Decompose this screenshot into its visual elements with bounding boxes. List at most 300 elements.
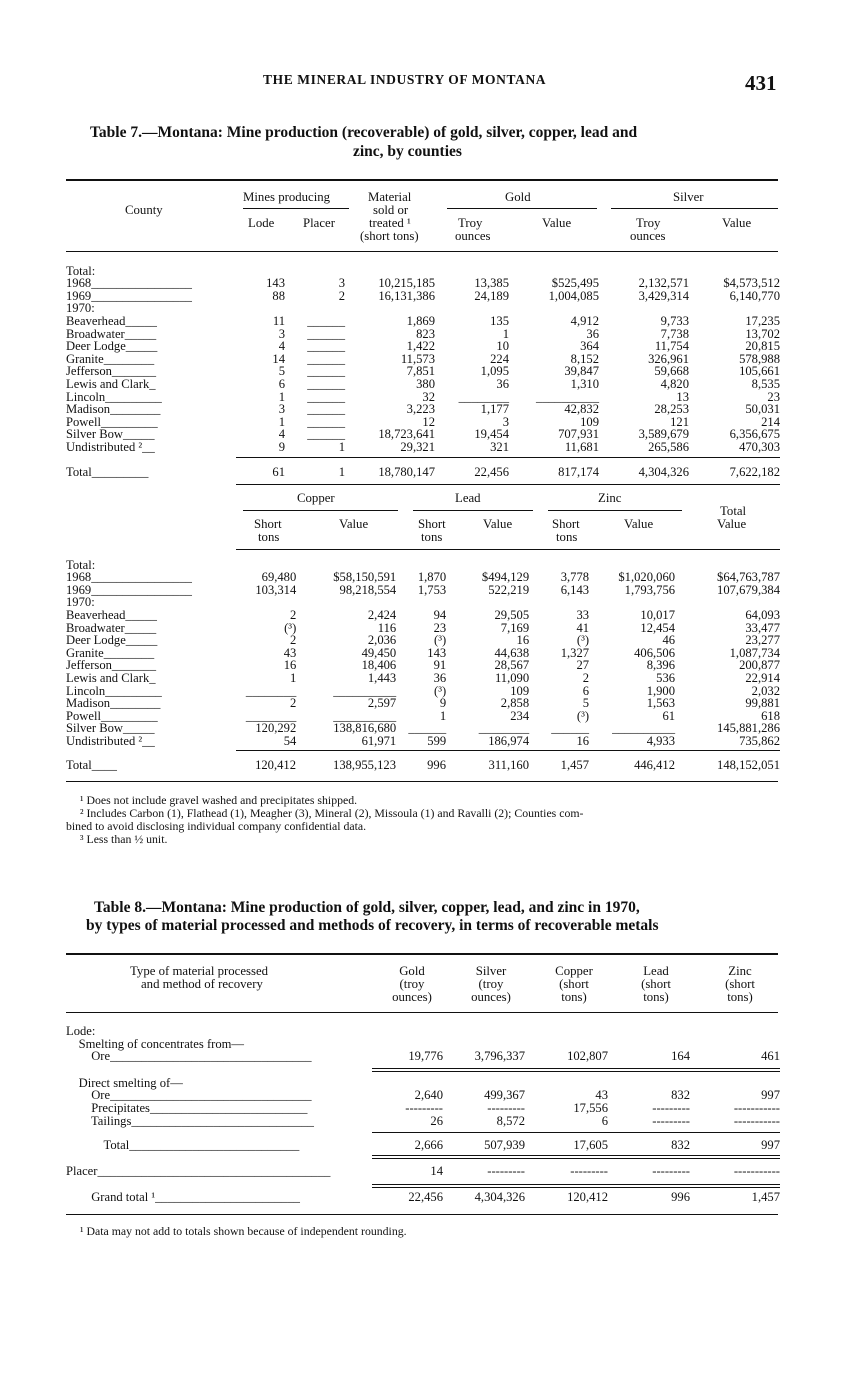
cell-value: 4,304,326 — [474, 1190, 525, 1204]
cell-value: __________ — [333, 708, 397, 723]
row-label: Undistributed ²__ — [66, 733, 155, 748]
t7-lead-short: Short — [418, 517, 446, 531]
cell-value: 7,169 — [500, 620, 530, 635]
cell-value: --------- — [652, 1164, 690, 1178]
t7-lead-tons: tons — [421, 530, 443, 544]
cell-value: 107,679,384 — [717, 582, 780, 597]
t8-header-bottom-rule — [66, 1012, 778, 1013]
cell-value: ______ — [551, 721, 590, 736]
t7-part2-header-rule — [236, 549, 780, 550]
cell-value: 2 — [289, 633, 297, 648]
table-row — [66, 634, 780, 647]
cell-value: 61 — [662, 708, 676, 723]
cell-value: 41 — [576, 620, 590, 635]
cell-value: 49,450 — [361, 645, 397, 660]
cell-value: 2,424 — [367, 607, 397, 622]
row-label: Precipitates_________________________ — [66, 1101, 308, 1115]
cell-value: 16 — [516, 633, 530, 648]
cell-value: 7,738 — [660, 326, 689, 341]
cell-value: 18,406 — [361, 658, 397, 673]
cell-value: 143 — [266, 276, 285, 291]
row-label: Powell_________ — [66, 708, 158, 723]
cell-value: 24,189 — [474, 288, 509, 303]
t8-col-type1: Type of material processed — [130, 964, 269, 978]
cell-value: 43 — [595, 1088, 608, 1102]
cell-value: 148,152,051 — [717, 758, 780, 772]
row-label: Tailings_____________________________ — [66, 1114, 314, 1128]
cell-value: 138,955,123 — [333, 758, 396, 772]
row-label: Total: — [66, 263, 96, 278]
t7-silver-troy: Troy — [636, 216, 661, 230]
cell-value: ______ — [408, 721, 447, 736]
table-row — [66, 314, 780, 327]
cell-value: --------- — [487, 1101, 525, 1115]
t7-col-material: Material — [368, 190, 412, 204]
cell-value: ----------- — [733, 1164, 780, 1178]
t7-footnote1: ¹ Does not include gravel washed and precipitates shipped. — [80, 793, 358, 807]
row-label: 1968________________ — [66, 570, 192, 585]
row-label: Deer Lodge_____ — [66, 339, 158, 354]
cell-value: 321 — [490, 439, 509, 454]
cell-value: 380 — [416, 376, 435, 391]
cell-value: 2,597 — [367, 696, 397, 711]
cell-value: 143 — [427, 645, 447, 660]
cell-value: 461 — [761, 1049, 780, 1063]
cell-value: 5 — [582, 696, 590, 711]
table7-title-line2: zinc, by counties — [353, 143, 462, 160]
table-row — [66, 608, 780, 621]
t7-col-silver: Silver — [673, 190, 704, 204]
cell-value: 22,456 — [408, 1190, 443, 1204]
cell-value: 3,589,679 — [638, 427, 689, 442]
row-label: Total: — [66, 557, 96, 572]
cell-value: 4,912 — [570, 313, 599, 328]
t8-rule-c — [372, 1132, 780, 1133]
t7-col-total-value: Value — [717, 517, 747, 531]
cell-value: 36 — [433, 670, 447, 685]
t7-copper-rule — [243, 510, 398, 511]
cell-value: 1,900 — [646, 683, 676, 698]
cell-value: 817,174 — [558, 465, 599, 479]
t7-copper-value: Value — [339, 517, 369, 531]
cell-value: 7,851 — [406, 364, 435, 379]
t7-col-zinc: Zinc — [598, 491, 622, 505]
cell-value: 18,780,147 — [378, 465, 435, 479]
row-label: 1969________________ — [66, 288, 192, 303]
cell-value: 43 — [283, 645, 297, 660]
table-row — [66, 264, 780, 277]
cell-value: 91 — [433, 658, 447, 673]
cell-value: 19,454 — [474, 427, 509, 442]
cell-value: 61,971 — [361, 733, 397, 748]
table-row — [66, 571, 780, 584]
cell-value: 200,877 — [739, 658, 780, 673]
cell-value: ----------- — [733, 1101, 780, 1115]
table-row — [66, 277, 780, 290]
cell-value: 618 — [761, 708, 780, 723]
cell-value: 8,396 — [646, 658, 676, 673]
row-label: Smelting of concentrates from— — [66, 1037, 245, 1051]
cell-value: 186,974 — [488, 733, 530, 748]
cell-value: (³) — [284, 620, 297, 635]
cell-value: 13,702 — [745, 326, 780, 341]
cell-value: 406,506 — [634, 645, 676, 660]
cell-value: 1,457 — [560, 758, 589, 772]
cell-value: ______ — [307, 389, 345, 404]
cell-value: ______ — [307, 351, 345, 366]
cell-value: 1,177 — [480, 402, 509, 417]
cell-value — [689, 302, 780, 315]
cell-value: --------- — [570, 1164, 608, 1178]
cell-value: 120,412 — [255, 758, 296, 772]
cell-value — [589, 596, 675, 609]
t7-mines-rule — [243, 208, 349, 209]
t7-col-mines: Mines producing — [243, 190, 331, 204]
t7-zinc-rule — [548, 510, 682, 511]
t7-col-material3: treated ¹ — [369, 216, 411, 230]
cell-value: 23 — [767, 389, 780, 404]
cell-value: 522,219 — [488, 582, 530, 597]
row-label: Lewis and Clark_ — [66, 376, 156, 391]
cell-value: 120,292 — [255, 721, 297, 736]
table-row — [66, 709, 780, 722]
cell-value: 23 — [433, 620, 447, 635]
table-row — [66, 759, 780, 771]
cell-value: 59,668 — [654, 364, 689, 379]
cell-value: 997 — [761, 1138, 780, 1152]
t7-footnote2b: bined to avoid disclosing individual company confidential data. — [66, 819, 367, 833]
row-label: Broadwater_____ — [66, 326, 157, 341]
cell-value: 9 — [278, 439, 285, 454]
cell-value: 2,640 — [414, 1088, 443, 1102]
cell-value: 2 — [582, 670, 590, 685]
t7-silver-ounces: ounces — [630, 229, 666, 243]
cell-value: 33 — [576, 607, 590, 622]
cell-value: __________ — [333, 683, 397, 698]
cell-value: 3,778 — [560, 570, 590, 585]
cell-value: 2,132,571 — [638, 276, 689, 291]
cell-value — [675, 558, 780, 571]
cell-value: 11 — [272, 313, 285, 328]
cell-value: 2,032 — [751, 683, 780, 698]
t7-col-copper: Copper — [297, 491, 335, 505]
cell-value: 44,638 — [494, 645, 530, 660]
t8-col-copper: Copper (short tons) — [555, 964, 593, 1004]
cell-value: ______ — [307, 402, 345, 417]
cell-value: 16 — [283, 658, 297, 673]
table-row — [66, 466, 780, 478]
cell-value: (³) — [576, 633, 590, 648]
row-label: Direct smelting of— — [66, 1076, 183, 1090]
cell-value: 578,988 — [739, 351, 780, 366]
cell-value: 326,961 — [648, 351, 689, 366]
table-row — [66, 621, 780, 634]
cell-value: ______ — [307, 339, 345, 354]
t7-lead-rule — [413, 510, 533, 511]
cell-value: 120,412 — [567, 1190, 608, 1204]
cell-value: 27 — [576, 658, 590, 673]
table-row — [66, 722, 780, 735]
cell-value — [345, 264, 435, 277]
cell-value: 28,253 — [654, 402, 689, 417]
cell-value: 9 — [439, 696, 447, 711]
cell-value: $494,129 — [481, 570, 530, 585]
row-label: 1970: — [66, 301, 95, 316]
cell-value: ________ — [245, 683, 297, 698]
cell-value: 121 — [670, 414, 689, 429]
cell-value: 3,429,314 — [638, 288, 689, 303]
table-row — [66, 697, 780, 710]
cell-value: 26 — [430, 1114, 443, 1128]
cell-value: 19,776 — [408, 1049, 443, 1063]
t8-bottom-rule — [66, 1214, 778, 1215]
cell-value: 446,412 — [634, 758, 675, 772]
t8-rule-a — [372, 1068, 780, 1069]
cell-value: ______ — [307, 326, 345, 341]
cell-value: 39,847 — [564, 364, 599, 379]
cell-value: 11,573 — [400, 351, 435, 366]
cell-value: 1,310 — [570, 376, 599, 391]
table-row — [0, 1115, 857, 1128]
t7-part1-total-rule — [236, 457, 780, 458]
table-row — [66, 289, 780, 302]
table7-title-line1: Table 7.—Montana: Mine production (recoverable) of gold, silver, copper, lead and — [90, 124, 638, 141]
cell-value — [246, 558, 296, 571]
row-label: Placer_____________________________________ — [66, 1164, 331, 1178]
cell-value: 103,314 — [255, 582, 297, 597]
cell-value: 832 — [671, 1138, 690, 1152]
cell-value: 12,454 — [640, 620, 676, 635]
cell-value: 2 — [338, 288, 345, 303]
cell-value: 6 — [601, 1114, 608, 1128]
table-row — [66, 646, 780, 659]
t7-header-bottom-rule — [66, 251, 778, 252]
cell-value: 599 — [427, 733, 447, 748]
cell-value: 234 — [510, 708, 530, 723]
t7-lead-value: Value — [483, 517, 513, 531]
row-label: Madison________ — [66, 402, 161, 417]
cell-value: 4 — [278, 339, 285, 354]
cell-value: 64,093 — [745, 607, 780, 622]
cell-value: __________ — [612, 721, 676, 736]
t7-bottom-rule — [66, 781, 778, 782]
cell-value: --------- — [652, 1101, 690, 1115]
cell-value: 1,327 — [560, 645, 590, 660]
cell-value: 6,356,675 — [729, 427, 780, 442]
cell-value: 4,933 — [646, 733, 676, 748]
cell-value: 1,457 — [751, 1190, 780, 1204]
t7-gold-ounces: ounces — [455, 229, 491, 243]
t8-rule-d — [372, 1155, 780, 1156]
cell-value — [529, 558, 589, 571]
cell-value: 29,321 — [400, 439, 435, 454]
cell-value: 22,456 — [474, 465, 509, 479]
cell-value: ______ — [307, 376, 345, 391]
cell-value: 14 — [272, 351, 285, 366]
cell-value: 2 — [289, 696, 297, 711]
cell-value: 364 — [580, 339, 599, 354]
t7-gold-troy: Troy — [458, 216, 483, 230]
cell-value — [509, 264, 599, 277]
table-row — [66, 302, 780, 315]
cell-value: (³) — [576, 708, 590, 723]
cell-value — [246, 264, 285, 277]
cell-value: 105,661 — [739, 364, 780, 379]
cell-value: 224 — [490, 351, 509, 366]
cell-value: --------- — [652, 1114, 690, 1128]
cell-value: 6,140,770 — [729, 288, 780, 303]
cell-value — [296, 558, 396, 571]
table-row — [66, 684, 780, 697]
cell-value: 102,807 — [567, 1049, 608, 1063]
t7-col-material4: (short tons) — [360, 229, 419, 243]
table-row — [66, 340, 780, 353]
t8-col-zinc: Zinc (short tons) — [725, 964, 755, 1004]
t7-zinc-value: Value — [624, 517, 654, 531]
row-label: Granite________ — [66, 351, 155, 366]
cell-value — [345, 302, 435, 315]
row-label: Lincoln_________ — [66, 389, 162, 404]
t8-rule-e — [372, 1158, 780, 1159]
cell-value: 3 — [502, 414, 509, 429]
cell-value: 50,031 — [745, 402, 780, 417]
table8-title-line1: Table 8.—Montana: Mine production of gold, silver, copper, lead, and zinc in 1970, — [94, 899, 640, 916]
cell-value: 1 — [338, 439, 345, 454]
t7-gold-rule — [447, 208, 597, 209]
t7-col-placer: Placer — [303, 216, 335, 230]
cell-value — [396, 596, 446, 609]
table-row — [0, 1191, 857, 1204]
cell-value: 22,914 — [745, 670, 780, 685]
cell-value: 1,443 — [367, 670, 397, 685]
table-row — [66, 428, 780, 441]
cell-value: 823 — [416, 326, 435, 341]
t7-zinc-short: Short — [552, 517, 580, 531]
cell-value: 98,218,554 — [339, 582, 397, 597]
cell-value: 28,567 — [494, 658, 530, 673]
row-label: Beaverhead_____ — [66, 607, 157, 622]
cell-value: 7,622,182 — [729, 465, 780, 479]
cell-value: 10,215,185 — [378, 276, 435, 291]
cell-value — [529, 596, 589, 609]
cell-value: 6 — [278, 376, 285, 391]
t7-col-county: County — [125, 203, 163, 217]
table-row — [66, 671, 780, 684]
t7-col-material2: sold or — [373, 203, 409, 217]
cell-value: $4,573,512 — [723, 276, 780, 291]
t8-footnote: ¹ Data may not add to totals shown because of independent rounding. — [80, 1224, 407, 1238]
cell-value: 3 — [278, 326, 285, 341]
row-label: Beaverhead_____ — [66, 313, 157, 328]
cell-value: 116 — [377, 620, 397, 635]
row-label: Total____ — [66, 758, 117, 772]
cell-value: 1 — [439, 708, 447, 723]
t7-gold-value: Value — [542, 216, 572, 230]
cell-value: 707,931 — [558, 427, 599, 442]
cell-value: 138,816,680 — [333, 721, 397, 736]
t7-zinc-tons: tons — [556, 530, 578, 544]
t8-col-gold: Gold (troy ounces) — [392, 964, 432, 1004]
row-label: Total_________ — [66, 465, 149, 479]
table8-title-line2: by types of material processed and methods of recovery, in terms of recoverable metals — [86, 917, 659, 934]
cell-value: 3,796,337 — [474, 1049, 525, 1063]
cell-value: 265,586 — [648, 439, 689, 454]
cell-value: 1,869 — [406, 313, 435, 328]
row-label: Lincoln_________ — [66, 683, 162, 698]
t7-copper-tons: tons — [258, 530, 280, 544]
cell-value: 46 — [662, 633, 676, 648]
cell-value — [599, 264, 689, 277]
table-row — [0, 1165, 857, 1178]
cell-value: 1 — [338, 465, 345, 479]
cell-value: 996 — [427, 758, 446, 772]
cell-value: 10,017 — [640, 607, 676, 622]
table8-top-rule — [66, 953, 778, 955]
table-row — [66, 440, 780, 453]
t7-silver-value: Value — [722, 216, 752, 230]
cell-value: --------- — [405, 1101, 443, 1115]
cell-value: 32 — [422, 389, 435, 404]
cell-value: 1,004,085 — [548, 288, 599, 303]
cell-value: 42,832 — [564, 402, 599, 417]
cell-value — [675, 596, 780, 609]
row-label: 1969________________ — [66, 582, 192, 597]
cell-value: 1,095 — [480, 364, 509, 379]
cell-value: ________ — [478, 721, 530, 736]
row-label: 1968________________ — [66, 276, 192, 291]
cell-value: 1 — [278, 389, 285, 404]
row-label: Total___________________________ — [66, 1138, 300, 1152]
table7-part1-total — [66, 466, 780, 478]
cell-value: 311,160 — [488, 758, 529, 772]
cell-value: 2 — [289, 607, 297, 622]
cell-value: 12 — [422, 414, 435, 429]
cell-value: 33,477 — [745, 620, 780, 635]
table-row — [66, 403, 780, 416]
cell-value — [509, 302, 599, 315]
cell-value: 69,480 — [261, 570, 297, 585]
cell-value — [285, 264, 345, 277]
table7-part2-total — [66, 759, 780, 771]
cell-value — [396, 558, 446, 571]
row-label: Silver Bow_____ — [66, 721, 155, 736]
cell-value: 16,131,386 — [378, 288, 435, 303]
cell-value: 4 — [278, 427, 285, 442]
cell-value: 145,881,286 — [717, 721, 780, 736]
cell-value: 1 — [278, 414, 285, 429]
cell-value: 3,223 — [406, 402, 435, 417]
t7-col-gold: Gold — [505, 190, 531, 204]
cell-value: 36 — [496, 376, 509, 391]
t7-col-lead: Lead — [455, 491, 481, 505]
cell-value: --------- — [487, 1164, 525, 1178]
cell-value — [599, 302, 689, 315]
cell-value — [689, 264, 780, 277]
cell-value: 1,563 — [646, 696, 676, 711]
row-label: Broadwater_____ — [66, 620, 157, 635]
row-label: Undistributed ²__ — [66, 439, 155, 454]
cell-value — [589, 558, 675, 571]
cell-value: 135 — [490, 313, 509, 328]
cell-value: 214 — [761, 414, 780, 429]
cell-value: 94 — [433, 607, 447, 622]
cell-value: 36 — [586, 326, 599, 341]
cell-value: 11,754 — [654, 339, 689, 354]
t7-part1-end-rule — [236, 484, 780, 485]
cell-value: 18,723,641 — [378, 427, 435, 442]
table7-part2 — [66, 558, 780, 747]
cell-value: 8,535 — [751, 376, 780, 391]
